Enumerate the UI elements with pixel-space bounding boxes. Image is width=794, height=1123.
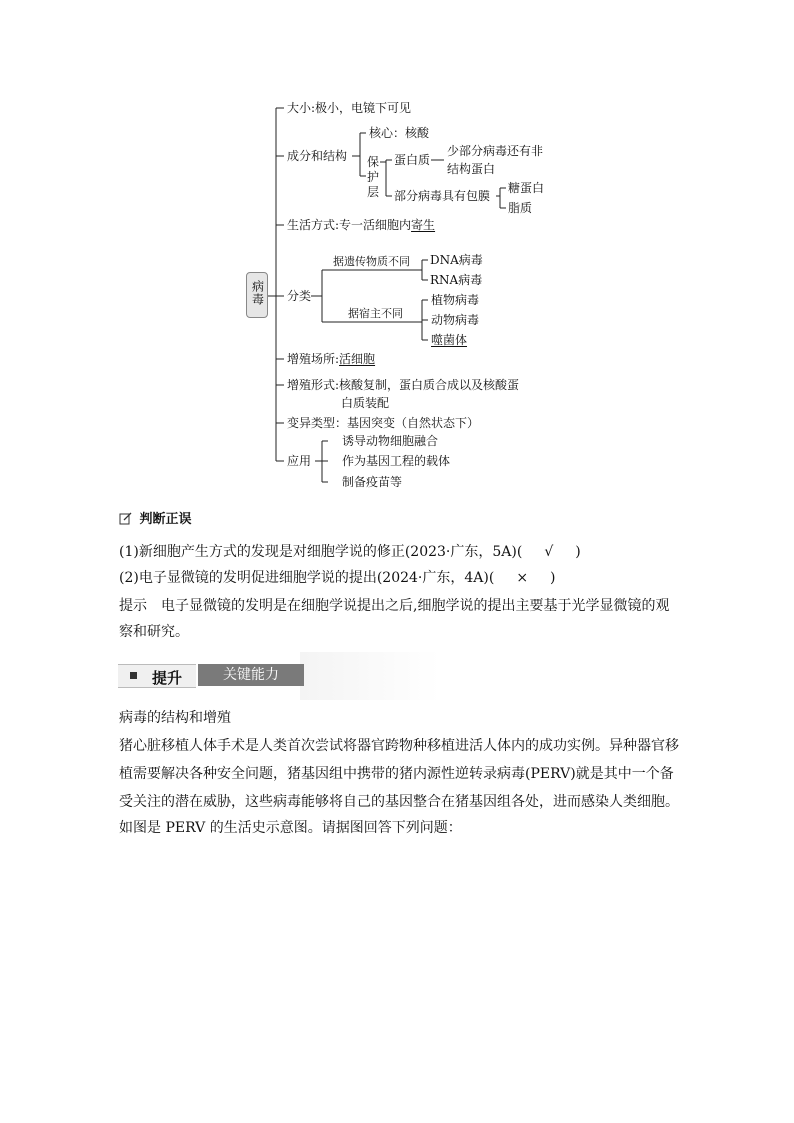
- topic-line-4: 如图是 PERV 的生活史示意图。请据图回答下列问题：: [119, 820, 462, 836]
- judge-item-1-text: (1)新细胞产生方式的发现是对细胞学说的修正(2023·广东，5A)(: [119, 544, 537, 560]
- judge-item-1-close: ): [561, 544, 581, 560]
- variation-node: 变异类型：基因突变（自然状态下）: [287, 416, 480, 430]
- rna-virus-node: RNA病毒: [430, 273, 483, 287]
- section-tab-improve-label: 提升: [152, 669, 183, 687]
- protect-layer-node: [367, 155, 379, 200]
- section-bar: [118, 664, 304, 688]
- topic-title: 病毒的结构和增殖: [119, 710, 231, 726]
- application-item-1: 诱导动物细胞融合: [342, 434, 439, 448]
- topic-line-3: 受关注的潜在威胁，这些病毒能够将自己的基因整合在猪基因组各处，进而感染人类细胞。: [119, 794, 679, 810]
- section-tab-improve: [118, 664, 196, 688]
- protein-node: 蛋白质: [394, 153, 431, 167]
- judge-header: [119, 508, 192, 527]
- protect-char-2: 护: [367, 170, 380, 184]
- judge-item-2-mark: ×: [516, 570, 529, 586]
- judge-item-2: [119, 565, 556, 591]
- classification-node: 分类: [287, 289, 312, 303]
- protect-char-3: 层: [367, 185, 380, 199]
- reproduction-form-line2: 白质装配: [341, 396, 390, 410]
- topic-line-2: 植需要解决各种安全问题，猪基因组中携带的猪内源性逆转录病毒(PERV)就是其中一个备: [119, 766, 674, 782]
- core-node: 核心：核酸: [369, 126, 430, 140]
- application-node: 应用: [287, 454, 312, 468]
- square-bullet-icon: [130, 672, 137, 679]
- judge-item-1: [119, 539, 581, 565]
- protein-note-line2: 结构蛋白: [447, 162, 496, 176]
- judge-hint-line1: [119, 593, 669, 619]
- application-item-3: 制备疫苗等: [342, 475, 403, 489]
- dna-virus-node: DNA病毒: [430, 253, 483, 267]
- composition-node: 成分和结构: [287, 149, 348, 163]
- animal-virus-node: 动物病毒: [431, 313, 480, 327]
- lifestyle-node: [287, 218, 435, 232]
- section-tab-key-ability: 关键能力: [198, 664, 304, 686]
- reproduction-form-line1: 增殖形式:核酸复制，蛋白质合成以及核酸蛋: [287, 378, 520, 392]
- virus-root-node: [246, 272, 268, 318]
- bacteriophage-node: 噬菌体: [431, 333, 468, 347]
- judge-item-2-close: ): [536, 570, 556, 586]
- envelope-node: 部分病毒具有包膜: [394, 189, 491, 203]
- hint-text-1: 电子显微镜的发明是在细胞学说提出之后,细胞学说的提出主要基于光学显微镜的观: [147, 598, 670, 614]
- judge-item-1-mark: √: [544, 544, 554, 560]
- protein-note-line1: 少部分病毒还有非: [447, 144, 544, 158]
- topic-line-1: 猪心脏移植人体手术是人类首次尝试将器官跨物种移植进活人体内的成功实例。异种器官移: [119, 738, 679, 754]
- judge-item-2-text: (2)电子显微镜的发明促进细胞学说的提出(2024·广东，4A)(: [119, 570, 509, 586]
- lifestyle-key: 寄生: [411, 218, 436, 232]
- by-genetic-label: 据遗传物质不同: [333, 255, 410, 268]
- judge-title: 判断正误: [139, 512, 192, 527]
- hint-label: 提示: [119, 598, 147, 614]
- plant-virus-node: 植物病毒: [431, 293, 480, 307]
- lifestyle-prefix: 生活方式:专一活细胞内: [287, 218, 412, 232]
- protect-char-1: 保: [367, 155, 380, 169]
- lipid-node: 脂质: [508, 201, 533, 215]
- glycoprotein-node: 糖蛋白: [508, 181, 545, 195]
- judge-hint-line2: 察和研究。: [119, 624, 189, 640]
- size-node: 大小:极小，电镜下可见: [287, 101, 412, 115]
- by-host-label: 据宿主不同: [348, 307, 403, 320]
- site-prefix: 增殖场所:: [287, 352, 340, 366]
- virus-root-label: 病毒: [250, 280, 265, 306]
- site-key: 活细胞: [339, 352, 376, 366]
- section-bar-fade: [300, 652, 440, 700]
- edit-icon: [119, 512, 132, 525]
- reproduction-site-node: [287, 352, 375, 366]
- application-item-2: 作为基因工程的载体: [342, 454, 451, 468]
